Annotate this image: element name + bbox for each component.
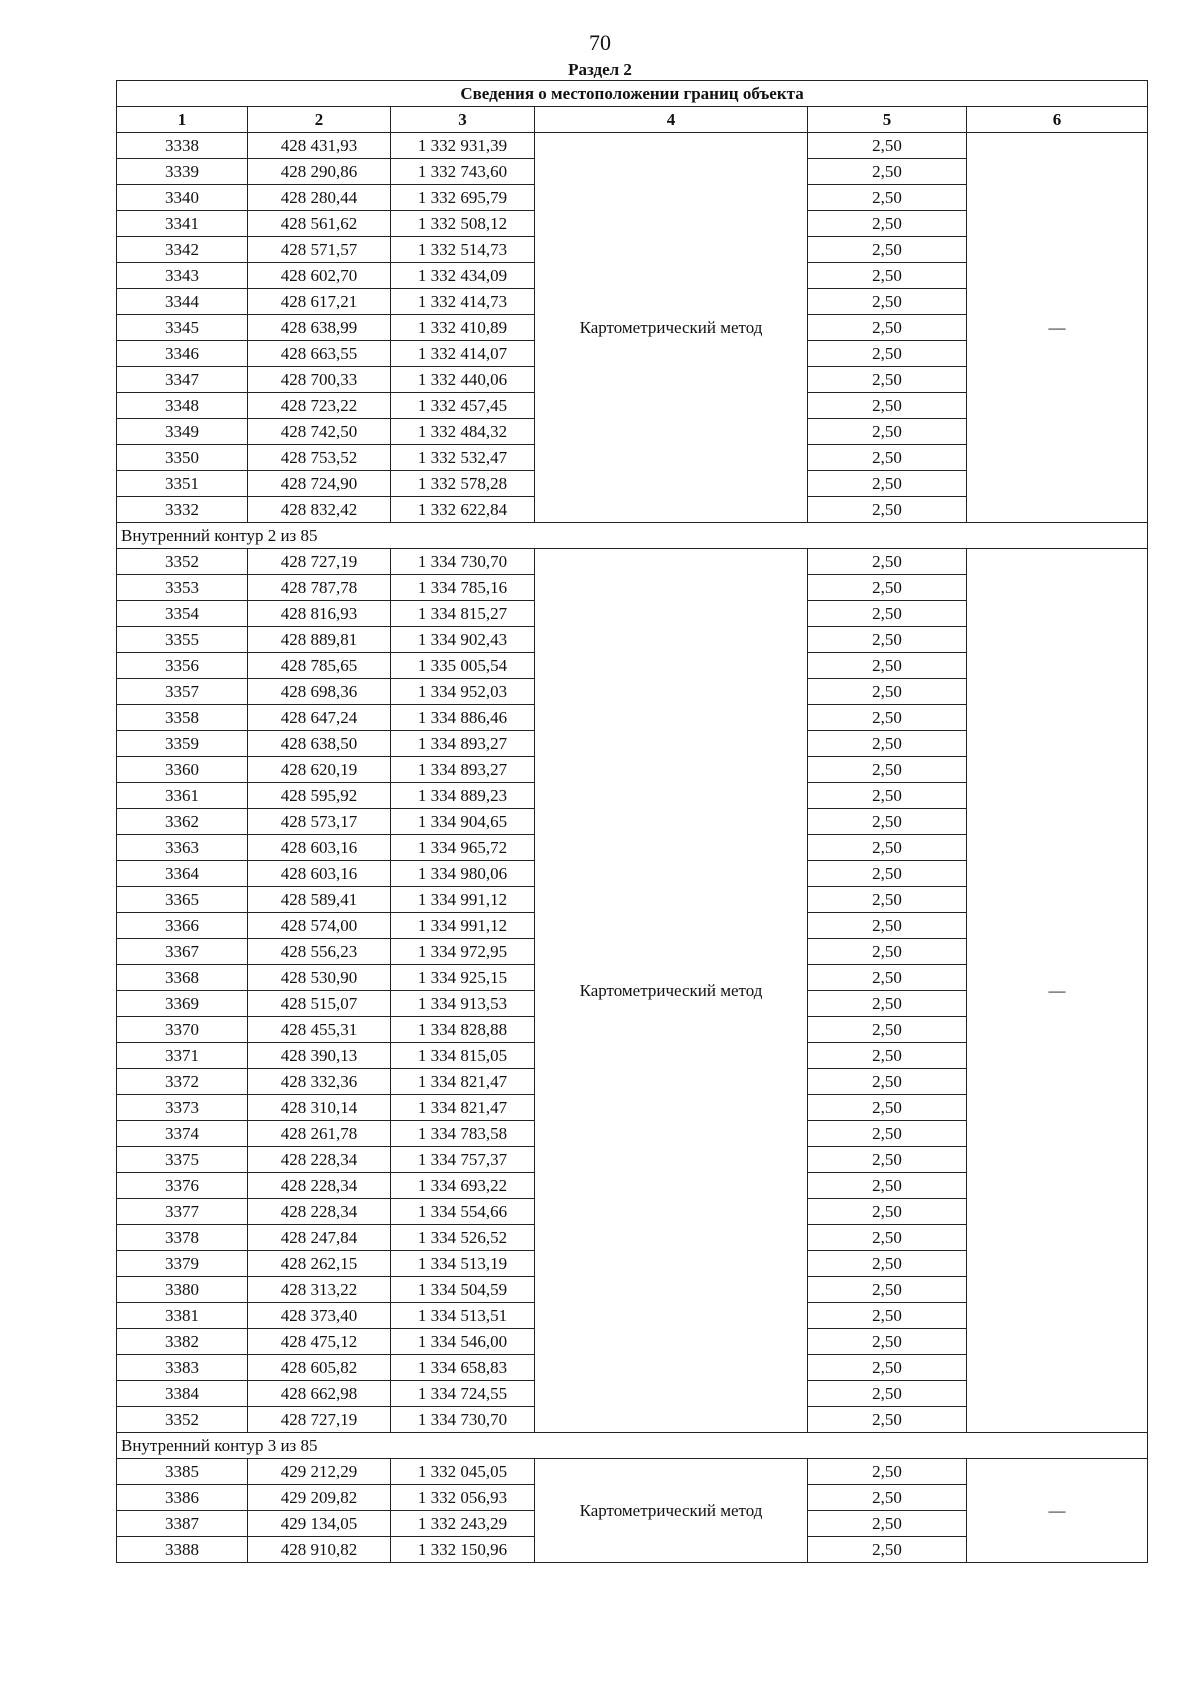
point-number-cell: 3355 [117,627,248,653]
x-coordinate-cell: 428 605,82 [248,1355,391,1381]
y-coordinate-cell: 1 334 902,43 [391,627,535,653]
y-coordinate-cell: 1 334 980,06 [391,861,535,887]
y-coordinate-cell: 1 332 484,32 [391,419,535,445]
point-number-cell: 3345 [117,315,248,341]
accuracy-cell: 2,50 [808,1277,967,1303]
x-coordinate-cell: 428 727,19 [248,1407,391,1433]
method-cell: Картометрический метод [535,549,808,1433]
point-number-cell: 3386 [117,1485,248,1511]
point-number-cell: 3341 [117,211,248,237]
x-coordinate-cell: 428 724,90 [248,471,391,497]
accuracy-cell: 2,50 [808,679,967,705]
x-coordinate-cell: 428 832,42 [248,497,391,523]
y-coordinate-cell: 1 332 532,47 [391,445,535,471]
point-number-cell: 3384 [117,1381,248,1407]
point-number-cell: 3362 [117,809,248,835]
y-coordinate-cell: 1 334 886,46 [391,705,535,731]
contour-row [117,523,1148,549]
y-coordinate-cell: 1 334 821,47 [391,1069,535,1095]
point-number-cell: 3363 [117,835,248,861]
x-coordinate-cell: 428 620,19 [248,757,391,783]
y-coordinate-cell: 1 334 783,58 [391,1121,535,1147]
accuracy-cell: 2,50 [808,1355,967,1381]
point-number-cell: 3364 [117,861,248,887]
column-header: 4 [535,107,808,133]
accuracy-cell: 2,50 [808,835,967,861]
accuracy-cell: 2,50 [808,1199,967,1225]
accuracy-cell: 2,50 [808,627,967,653]
page-number: 70 [589,30,611,55]
y-coordinate-cell: 1 332 410,89 [391,315,535,341]
x-coordinate-cell: 429 209,82 [248,1485,391,1511]
y-coordinate-cell: 1 332 414,73 [391,289,535,315]
x-coordinate-cell: 428 574,00 [248,913,391,939]
x-coordinate-cell: 428 700,33 [248,367,391,393]
point-number-cell: 3348 [117,393,248,419]
x-coordinate-cell: 428 595,92 [248,783,391,809]
column-header: 6 [967,107,1148,133]
point-number-cell: 3361 [117,783,248,809]
point-number-cell: 3358 [117,705,248,731]
point-number-cell: 3365 [117,887,248,913]
point-number-cell: 3383 [117,1355,248,1381]
y-coordinate-cell: 1 334 785,16 [391,575,535,601]
x-coordinate-cell: 429 134,05 [248,1511,391,1537]
accuracy-cell: 2,50 [808,1095,967,1121]
y-coordinate-cell: 1 334 757,37 [391,1147,535,1173]
accuracy-cell: 2,50 [808,1381,967,1407]
accuracy-cell: 2,50 [808,1537,967,1563]
y-coordinate-cell: 1 334 952,03 [391,679,535,705]
column-header: 2 [248,107,391,133]
point-number-cell: 3370 [117,1017,248,1043]
accuracy-cell: 2,50 [808,1251,967,1277]
accuracy-cell: 2,50 [808,549,967,575]
y-coordinate-cell: 1 334 693,22 [391,1173,535,1199]
y-coordinate-cell: 1 332 622,84 [391,497,535,523]
accuracy-cell: 2,50 [808,1329,967,1355]
x-coordinate-cell: 428 310,14 [248,1095,391,1121]
y-coordinate-cell: 1 334 554,66 [391,1199,535,1225]
y-coordinate-cell: 1 334 815,05 [391,1043,535,1069]
accuracy-cell: 2,50 [808,185,967,211]
x-coordinate-cell: 428 589,41 [248,887,391,913]
point-number-cell: 3377 [117,1199,248,1225]
y-coordinate-cell: 1 334 513,51 [391,1303,535,1329]
x-coordinate-cell: 428 647,24 [248,705,391,731]
accuracy-cell: 2,50 [808,419,967,445]
accuracy-cell: 2,50 [808,991,967,1017]
y-coordinate-cell: 1 334 913,53 [391,991,535,1017]
accuracy-cell: 2,50 [808,1303,967,1329]
y-coordinate-cell: 1 332 056,93 [391,1485,535,1511]
point-number-cell: 3356 [117,653,248,679]
accuracy-cell: 2,50 [808,393,967,419]
y-coordinate-cell: 1 332 150,96 [391,1537,535,1563]
accuracy-cell: 2,50 [808,783,967,809]
boundary-table [116,80,1148,1563]
x-coordinate-cell: 428 556,23 [248,939,391,965]
point-number-cell: 3359 [117,731,248,757]
point-number-cell: 3349 [117,419,248,445]
point-number-cell: 3385 [117,1459,248,1485]
point-number-cell: 3375 [117,1147,248,1173]
x-coordinate-cell: 429 212,29 [248,1459,391,1485]
contour-label: Внутренний контур 2 из 85 [117,523,1148,549]
x-coordinate-cell: 428 475,12 [248,1329,391,1355]
method-cell: Картометрический метод [535,1459,808,1563]
x-coordinate-cell: 428 698,36 [248,679,391,705]
x-coordinate-cell: 428 603,16 [248,835,391,861]
accuracy-cell: 2,50 [808,1511,967,1537]
point-number-cell: 3350 [117,445,248,471]
x-coordinate-cell: 428 753,52 [248,445,391,471]
point-number-cell: 3354 [117,601,248,627]
y-coordinate-cell: 1 334 724,55 [391,1381,535,1407]
point-number-cell: 3376 [117,1173,248,1199]
y-coordinate-cell: 1 334 893,27 [391,731,535,757]
y-coordinate-cell: 1 334 513,19 [391,1251,535,1277]
x-coordinate-cell: 428 313,22 [248,1277,391,1303]
x-coordinate-cell: 428 373,40 [248,1303,391,1329]
y-coordinate-cell: 1 332 743,60 [391,159,535,185]
x-coordinate-cell: 428 262,15 [248,1251,391,1277]
point-number-cell: 3381 [117,1303,248,1329]
method-cell: Картометрический метод [535,133,808,523]
point-number-cell: 3371 [117,1043,248,1069]
accuracy-cell: 2,50 [808,939,967,965]
x-coordinate-cell: 428 431,93 [248,133,391,159]
accuracy-cell: 2,50 [808,1147,967,1173]
point-number-cell: 3378 [117,1225,248,1251]
point-number-cell: 3338 [117,133,248,159]
y-coordinate-cell: 1 332 414,07 [391,341,535,367]
point-number-cell: 3382 [117,1329,248,1355]
y-coordinate-cell: 1 334 658,83 [391,1355,535,1381]
x-coordinate-cell: 428 332,36 [248,1069,391,1095]
point-number-cell: 3339 [117,159,248,185]
x-coordinate-cell: 428 280,44 [248,185,391,211]
point-number-cell: 3352 [117,549,248,575]
accuracy-cell: 2,50 [808,861,967,887]
point-number-cell: 3353 [117,575,248,601]
point-number-cell: 3332 [117,497,248,523]
x-coordinate-cell: 428 742,50 [248,419,391,445]
y-coordinate-cell: 1 332 045,05 [391,1459,535,1485]
table-caption-row [117,81,1148,107]
accuracy-cell: 2,50 [808,133,967,159]
point-number-cell: 3369 [117,991,248,1017]
y-coordinate-cell: 1 334 965,72 [391,835,535,861]
x-coordinate-cell: 428 662,98 [248,1381,391,1407]
contour-row [117,1433,1148,1459]
y-coordinate-cell: 1 334 828,88 [391,1017,535,1043]
section-title: Раздел 2 [568,60,632,79]
accuracy-cell: 2,50 [808,497,967,523]
point-number-cell: 3352 [117,1407,248,1433]
point-number-cell: 3346 [117,341,248,367]
column-header: 3 [391,107,535,133]
y-coordinate-cell: 1 334 526,52 [391,1225,535,1251]
y-coordinate-cell: 1 332 457,45 [391,393,535,419]
table-row [117,549,1148,575]
x-coordinate-cell: 428 638,99 [248,315,391,341]
accuracy-cell: 2,50 [808,445,967,471]
column6-cell: — [967,549,1148,1433]
accuracy-cell: 2,50 [808,159,967,185]
accuracy-cell: 2,50 [808,705,967,731]
y-coordinate-cell: 1 332 578,28 [391,471,535,497]
x-coordinate-cell: 428 228,34 [248,1173,391,1199]
accuracy-cell: 2,50 [808,601,967,627]
accuracy-cell: 2,50 [808,731,967,757]
accuracy-cell: 2,50 [808,315,967,341]
accuracy-cell: 2,50 [808,1121,967,1147]
point-number-cell: 3368 [117,965,248,991]
y-coordinate-cell: 1 334 991,12 [391,887,535,913]
y-coordinate-cell: 1 334 504,59 [391,1277,535,1303]
x-coordinate-cell: 428 603,16 [248,861,391,887]
point-number-cell: 3387 [117,1511,248,1537]
table-caption: Сведения о местоположении границ объекта [117,81,1148,107]
accuracy-cell: 2,50 [808,263,967,289]
x-coordinate-cell: 428 816,93 [248,601,391,627]
column6-cell: — [967,1459,1148,1563]
accuracy-cell: 2,50 [808,575,967,601]
x-coordinate-cell: 428 261,78 [248,1121,391,1147]
y-coordinate-cell: 1 332 514,73 [391,237,535,263]
y-coordinate-cell: 1 334 972,95 [391,939,535,965]
point-number-cell: 3372 [117,1069,248,1095]
x-coordinate-cell: 428 638,50 [248,731,391,757]
x-coordinate-cell: 428 910,82 [248,1537,391,1563]
x-coordinate-cell: 428 561,62 [248,211,391,237]
table-row [117,1459,1148,1485]
accuracy-cell: 2,50 [808,1173,967,1199]
accuracy-cell: 2,50 [808,471,967,497]
point-number-cell: 3367 [117,939,248,965]
point-number-cell: 3351 [117,471,248,497]
point-number-cell: 3347 [117,367,248,393]
column6-cell: — [967,133,1148,523]
y-coordinate-cell: 1 334 546,00 [391,1329,535,1355]
x-coordinate-cell: 428 785,65 [248,653,391,679]
x-coordinate-cell: 428 515,07 [248,991,391,1017]
accuracy-cell: 2,50 [808,913,967,939]
x-coordinate-cell: 428 663,55 [248,341,391,367]
x-coordinate-cell: 428 228,34 [248,1147,391,1173]
accuracy-cell: 2,50 [808,1225,967,1251]
y-coordinate-cell: 1 334 821,47 [391,1095,535,1121]
y-coordinate-cell: 1 332 243,29 [391,1511,535,1537]
y-coordinate-cell: 1 334 730,70 [391,1407,535,1433]
y-coordinate-cell: 1 332 440,06 [391,367,535,393]
point-number-cell: 3388 [117,1537,248,1563]
y-coordinate-cell: 1 334 991,12 [391,913,535,939]
y-coordinate-cell: 1 334 904,65 [391,809,535,835]
x-coordinate-cell: 428 530,90 [248,965,391,991]
accuracy-cell: 2,50 [808,367,967,393]
table-body [117,133,1148,1563]
accuracy-cell: 2,50 [808,887,967,913]
x-coordinate-cell: 428 573,17 [248,809,391,835]
y-coordinate-cell: 1 334 815,27 [391,601,535,627]
y-coordinate-cell: 1 332 695,79 [391,185,535,211]
accuracy-cell: 2,50 [808,1485,967,1511]
column-header: 1 [117,107,248,133]
accuracy-cell: 2,50 [808,1459,967,1485]
point-number-cell: 3344 [117,289,248,315]
x-coordinate-cell: 428 247,84 [248,1225,391,1251]
x-coordinate-cell: 428 455,31 [248,1017,391,1043]
accuracy-cell: 2,50 [808,211,967,237]
y-coordinate-cell: 1 334 925,15 [391,965,535,991]
point-number-cell: 3366 [117,913,248,939]
x-coordinate-cell: 428 617,21 [248,289,391,315]
x-coordinate-cell: 428 390,13 [248,1043,391,1069]
point-number-cell: 3343 [117,263,248,289]
y-coordinate-cell: 1 335 005,54 [391,653,535,679]
x-coordinate-cell: 428 723,22 [248,393,391,419]
y-coordinate-cell: 1 332 931,39 [391,133,535,159]
y-coordinate-cell: 1 334 889,23 [391,783,535,809]
accuracy-cell: 2,50 [808,1043,967,1069]
point-number-cell: 3340 [117,185,248,211]
point-number-cell: 3360 [117,757,248,783]
x-coordinate-cell: 428 571,57 [248,237,391,263]
x-coordinate-cell: 428 602,70 [248,263,391,289]
column-header: 5 [808,107,967,133]
point-number-cell: 3374 [117,1121,248,1147]
x-coordinate-cell: 428 787,78 [248,575,391,601]
accuracy-cell: 2,50 [808,965,967,991]
accuracy-cell: 2,50 [808,1017,967,1043]
accuracy-cell: 2,50 [808,341,967,367]
point-number-cell: 3357 [117,679,248,705]
point-number-cell: 3373 [117,1095,248,1121]
column-header-row [117,107,1148,133]
accuracy-cell: 2,50 [808,653,967,679]
y-coordinate-cell: 1 334 730,70 [391,549,535,575]
x-coordinate-cell: 428 290,86 [248,159,391,185]
y-coordinate-cell: 1 332 508,12 [391,211,535,237]
x-coordinate-cell: 428 727,19 [248,549,391,575]
accuracy-cell: 2,50 [808,237,967,263]
point-number-cell: 3379 [117,1251,248,1277]
point-number-cell: 3380 [117,1277,248,1303]
y-coordinate-cell: 1 334 893,27 [391,757,535,783]
x-coordinate-cell: 428 889,81 [248,627,391,653]
accuracy-cell: 2,50 [808,757,967,783]
accuracy-cell: 2,50 [808,809,967,835]
table-row [117,133,1148,159]
contour-label: Внутренний контур 3 из 85 [117,1433,1148,1459]
x-coordinate-cell: 428 228,34 [248,1199,391,1225]
accuracy-cell: 2,50 [808,1069,967,1095]
accuracy-cell: 2,50 [808,289,967,315]
y-coordinate-cell: 1 332 434,09 [391,263,535,289]
accuracy-cell: 2,50 [808,1407,967,1433]
point-number-cell: 3342 [117,237,248,263]
